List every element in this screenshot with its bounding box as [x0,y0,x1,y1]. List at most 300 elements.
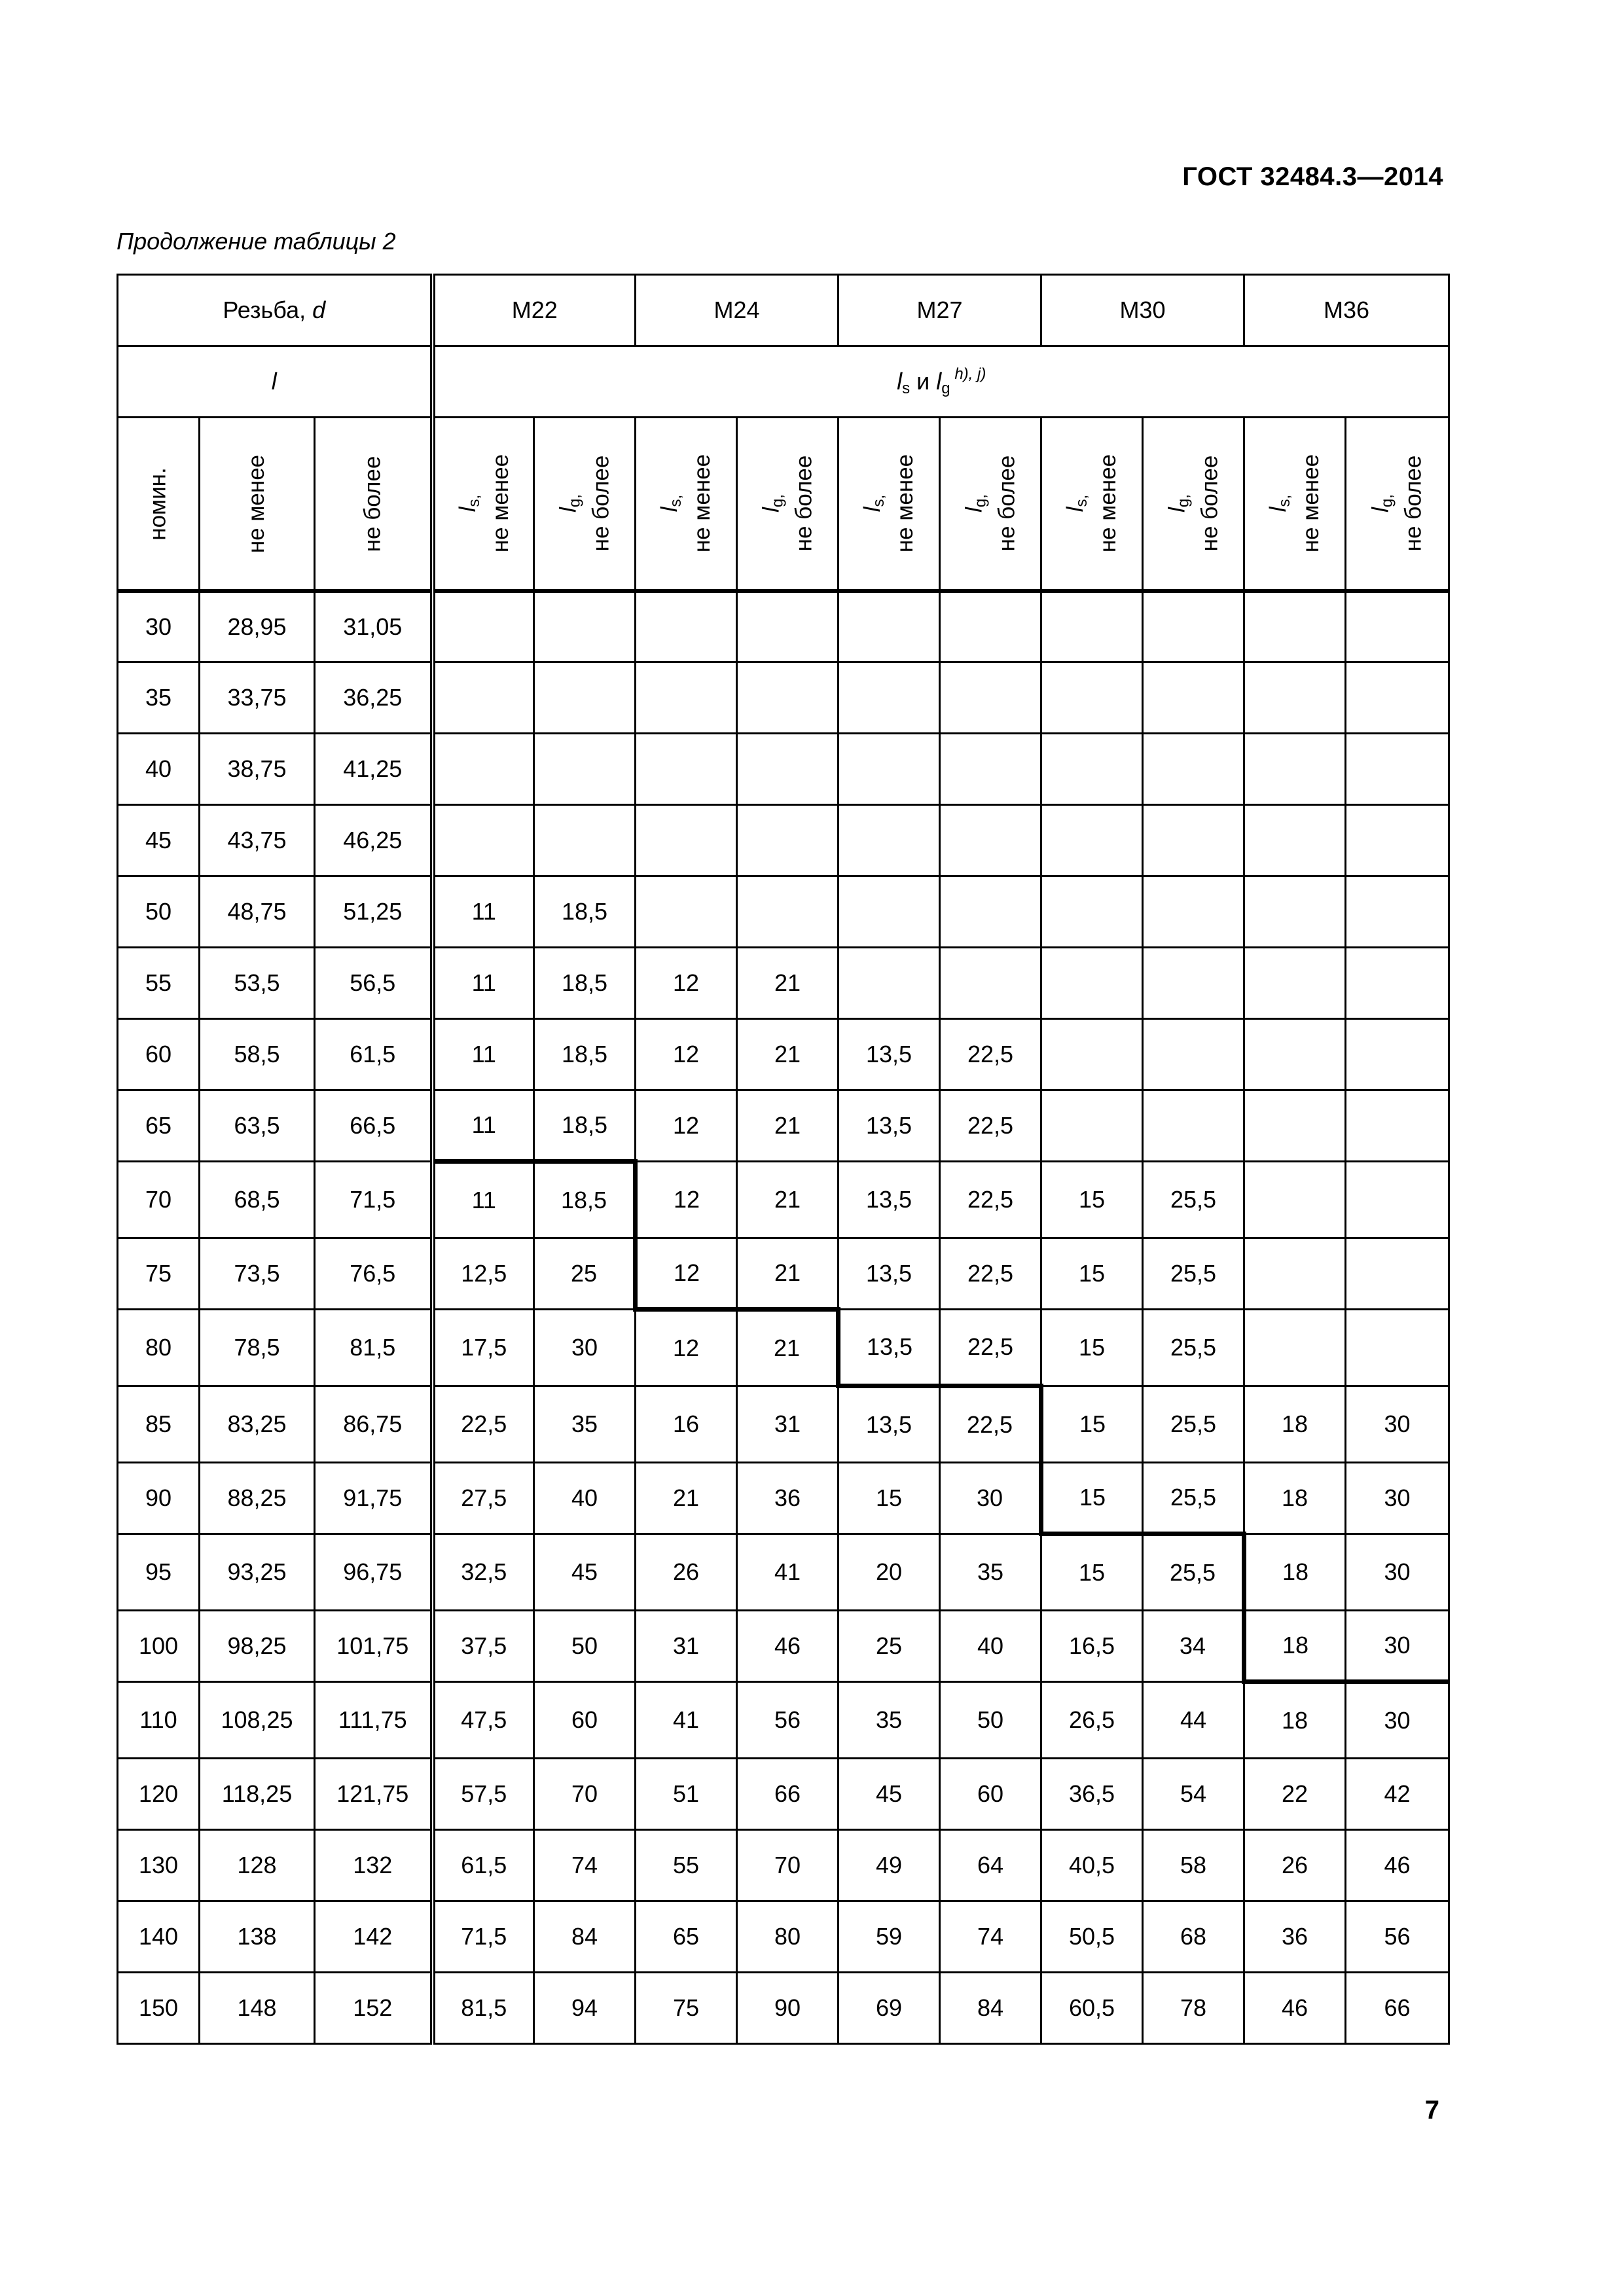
table-cell: 11 [433,876,534,948]
table-cell [1346,1310,1449,1386]
table-cell: 50 [940,1682,1041,1759]
table-cell: 60 [940,1759,1041,1830]
table-cell: 28,95 [200,591,315,662]
table-cell [1143,734,1244,805]
table-cell [534,734,636,805]
table-cell [433,662,534,734]
table-cell: 38,75 [200,734,315,805]
table-cell: 25,5 [1143,1534,1244,1611]
thread-m27: M27 [839,275,1041,346]
table-cell: 57,5 [433,1759,534,1830]
table-cell: 30 [118,591,200,662]
table-cell [1244,948,1346,1019]
table-cell: 27,5 [433,1463,534,1534]
table-cell: 41 [737,1534,839,1611]
table-cell [534,662,636,734]
table-row [118,591,1449,662]
table-cell: 150 [118,1973,200,2044]
table-cell: 12 [636,1238,737,1310]
table-cell: 30 [1346,1463,1449,1534]
table-cell: 36 [1244,1901,1346,1973]
table-cell: 81,5 [433,1973,534,2044]
table-cell: 35 [534,1386,636,1463]
table-cell: 21 [636,1463,737,1534]
table-row [118,876,1449,948]
table-cell: 44 [1143,1682,1244,1759]
table-cell [1244,662,1346,734]
table-cell: 75 [118,1238,200,1310]
table-cell [636,734,737,805]
table-cell: 15 [839,1463,940,1534]
table-cell: 40 [940,1611,1041,1682]
table-cell [1143,805,1244,876]
table-cell: 90 [118,1463,200,1534]
table-cell: 51 [636,1759,737,1830]
table-cell: 45 [534,1534,636,1611]
table-cell [636,662,737,734]
table-cell: 61,5 [433,1830,534,1901]
thread-label: Резьба, d [223,296,326,323]
table-cell: 142 [315,1901,433,1973]
table-cell: 120 [118,1759,200,1830]
table-cell: 15 [1041,1238,1143,1310]
table-cell: 25,5 [1143,1162,1244,1238]
table-cell: 50 [118,876,200,948]
sub-ls: $l_{s,}$ не менее [839,418,940,591]
sub-ls: $l_{s,}$ не менее [636,418,737,591]
table-cell: 15 [1041,1310,1143,1386]
table-cell: 21 [737,1310,839,1386]
table-cell: 148 [200,1973,315,2044]
table-cell [1346,734,1449,805]
table-cell: 35 [118,662,200,734]
table-cell [839,591,940,662]
table-cell [1346,591,1449,662]
table-cell: 49 [839,1830,940,1901]
thread-label-cell [118,275,433,346]
table-cell: 50,5 [1041,1901,1143,1973]
table-cell: 18 [1244,1611,1346,1682]
table-cell: 110 [118,1682,200,1759]
table-row [118,1611,1449,1682]
table-cell: 65 [118,1090,200,1162]
table-cell: 118,25 [200,1759,315,1830]
table-cell: 53,5 [200,948,315,1019]
sub-ls: $l_{s,}$ не менее [1244,418,1346,591]
table-cell: 22,5 [433,1386,534,1463]
table-row [118,1901,1449,1973]
table-cell: 18,5 [534,1019,636,1090]
table-cell [1143,662,1244,734]
table-cell: 80 [118,1310,200,1386]
table-cell: 78,5 [200,1310,315,1386]
table-cell: 101,75 [315,1611,433,1682]
table-cell [1346,1238,1449,1310]
table-cell: 50 [534,1611,636,1682]
table-cell: 59 [839,1901,940,1973]
table-cell [1346,1090,1449,1162]
table-cell: 30 [940,1463,1041,1534]
table-row [118,1090,1449,1162]
table-cell [940,734,1041,805]
table-cell [839,948,940,1019]
table-cell: 95 [118,1534,200,1611]
table-row [118,1386,1449,1463]
table-cell [737,662,839,734]
table-row [118,1019,1449,1090]
table-cell [636,805,737,876]
table-row [118,1682,1449,1759]
table-cell [433,591,534,662]
table-cell [1041,948,1143,1019]
table-cell: 70 [737,1830,839,1901]
table-cell: 46 [1346,1830,1449,1901]
table-cell: 78 [1143,1973,1244,2044]
sub-lg: $l_{g,}$ не более [534,418,636,591]
table-cell [1041,662,1143,734]
table-cell: 22,5 [940,1162,1041,1238]
table-cell [1143,591,1244,662]
document-id: ГОСТ 32484.3—2014 [1182,162,1443,191]
table-row [118,1973,1449,2044]
table-cell: 63,5 [200,1090,315,1162]
table-cell [1143,1090,1244,1162]
table-cell: 18 [1244,1386,1346,1463]
table-cell: 138 [200,1901,315,1973]
table-cell [1346,1019,1449,1090]
table-cell [1041,734,1143,805]
thread-m24: M24 [636,275,839,346]
table-row [118,1830,1449,1901]
table-cell: 17,5 [433,1310,534,1386]
table-cell: 55 [636,1830,737,1901]
table-row [118,662,1449,734]
table-cell: 15 [1041,1534,1143,1611]
table-cell: 94 [534,1973,636,2044]
table-cell: 96,75 [315,1534,433,1611]
table-cell: 130 [118,1830,200,1901]
table-cell: 25 [839,1611,940,1682]
table-cell: 18 [1244,1682,1346,1759]
table-cell: 25,5 [1143,1386,1244,1463]
table-cell: 11 [433,1090,534,1162]
table-cell: 37,5 [433,1611,534,1682]
table-cell [1244,1019,1346,1090]
table-cell [1143,876,1244,948]
table-cell: 18 [1244,1534,1346,1611]
table-cell [839,876,940,948]
table-cell [1041,876,1143,948]
dimensions-table [117,274,1450,2045]
table-cell [1041,1090,1143,1162]
table-cell: 70 [118,1162,200,1238]
table-cell: 26 [1244,1830,1346,1901]
table-caption: Продолжение таблицы 2 [117,228,396,255]
table-cell: 18,5 [534,948,636,1019]
table-cell [737,805,839,876]
table-cell: 55 [118,948,200,1019]
table-cell [1244,805,1346,876]
table-cell: 21 [737,1238,839,1310]
table-row [118,734,1449,805]
table-cell: 13,5 [839,1310,940,1386]
table-row [118,948,1449,1019]
table-cell: 111,75 [315,1682,433,1759]
table-cell: 60 [118,1019,200,1090]
table-cell: 93,25 [200,1534,315,1611]
table-cell: 21 [737,1019,839,1090]
table-cell: 80 [737,1901,839,1973]
table-cell: 25,5 [1143,1463,1244,1534]
table-cell: 41 [636,1682,737,1759]
table-cell: 132 [315,1830,433,1901]
table-cell: 36 [737,1463,839,1534]
table-cell [1244,734,1346,805]
thread-m30: M30 [1041,275,1244,346]
table-cell: 12,5 [433,1238,534,1310]
table-cell: 75 [636,1973,737,2044]
thread-m22: M22 [433,275,636,346]
table-cell: 85 [118,1386,200,1463]
table-cell: 31 [737,1386,839,1463]
table-cell [737,591,839,662]
table-cell: 30 [1346,1386,1449,1463]
table-cell: 71,5 [315,1162,433,1238]
table-cell: 86,75 [315,1386,433,1463]
table-cell: 46 [737,1611,839,1682]
sub-nomin: номин. [118,418,200,591]
table-cell: 128 [200,1830,315,1901]
table-cell: 40,5 [1041,1830,1143,1901]
table-cell: 18,5 [534,1090,636,1162]
table-cell: 46 [1244,1973,1346,2044]
table-row [118,1759,1449,1830]
table-cell: 58 [1143,1830,1244,1901]
table-cell [940,662,1041,734]
table-cell: 13,5 [839,1019,940,1090]
table-cell: 26,5 [1041,1682,1143,1759]
table-cell: 21 [737,1162,839,1238]
table-cell [1346,805,1449,876]
table-cell [940,805,1041,876]
header-row-threads [118,275,1449,346]
header-row-subcolumns [118,418,1449,591]
ls-lg-label: $l_s$ и $l_g$ $^{h), j)}$ [433,346,1449,418]
table-cell [940,948,1041,1019]
table-cell: 26 [636,1534,737,1611]
table-cell: 34 [1143,1611,1244,1682]
table-cell: 58,5 [200,1019,315,1090]
table-cell: 91,75 [315,1463,433,1534]
thread-m36: M36 [1244,275,1449,346]
sub-ls: $l_{s,}$ не менее [433,418,534,591]
table-cell: 40 [118,734,200,805]
table-row [118,1534,1449,1611]
table-cell: 18 [1244,1463,1346,1534]
table-cell: 66 [737,1759,839,1830]
table-cell: 36,25 [315,662,433,734]
table-cell: 65 [636,1901,737,1973]
table-cell: 12 [636,1019,737,1090]
table-cell [839,734,940,805]
table-cell: 60 [534,1682,636,1759]
table-cell: 68,5 [200,1162,315,1238]
sub-ne-menee: не менее [200,418,315,591]
table-cell: 11 [433,1019,534,1090]
table-cell [1346,662,1449,734]
table-cell [1041,1019,1143,1090]
table-cell: 33,75 [200,662,315,734]
table-cell: 47,5 [433,1682,534,1759]
table-cell: 43,75 [200,805,315,876]
table-cell: 22 [1244,1759,1346,1830]
table-cell [1244,591,1346,662]
table-cell: 21 [737,948,839,1019]
table-cell: 66,5 [315,1090,433,1162]
table-cell: 11 [433,1162,534,1238]
table-cell: 25,5 [1143,1238,1244,1310]
table-cell: 51,25 [315,876,433,948]
table-cell [1041,591,1143,662]
table-cell: 88,25 [200,1463,315,1534]
table-cell [1244,1162,1346,1238]
table-row [118,1310,1449,1386]
table-cell: 13,5 [839,1386,940,1463]
table-cell: 90 [737,1973,839,2044]
table-cell: 31,05 [315,591,433,662]
table-cell: 32,5 [433,1534,534,1611]
table-cell: 42 [1346,1759,1449,1830]
table-cell [1346,1162,1449,1238]
table-cell: 84 [534,1901,636,1973]
table-cell: 68 [1143,1901,1244,1973]
table-cell [839,662,940,734]
table-cell: 36,5 [1041,1759,1143,1830]
table-cell: 18,5 [534,1162,636,1238]
table-cell: 76,5 [315,1238,433,1310]
table-cell: 74 [534,1830,636,1901]
table-cell: 35 [839,1682,940,1759]
table-cell: 83,25 [200,1386,315,1463]
table-cell: 20 [839,1534,940,1611]
table-cell: 108,25 [200,1682,315,1759]
table-cell: 61,5 [315,1019,433,1090]
table-cell: 13,5 [839,1238,940,1310]
table-cell: 73,5 [200,1238,315,1310]
sub-lg: $l_{g,}$ не более [940,418,1041,591]
table-cell: 25,5 [1143,1310,1244,1386]
table-cell [636,591,737,662]
table-cell [1346,948,1449,1019]
table-cell: 140 [118,1901,200,1973]
table-cell [534,591,636,662]
table-cell: 22,5 [940,1090,1041,1162]
table-cell: 45 [839,1759,940,1830]
table-cell: 22,5 [940,1386,1041,1463]
table-cell: 31 [636,1611,737,1682]
table-cell: 60,5 [1041,1973,1143,2044]
table-cell: 30 [534,1310,636,1386]
table-cell: 13,5 [839,1162,940,1238]
table-cell: 30 [1346,1682,1449,1759]
table-cell: 25 [534,1238,636,1310]
table-cell [839,805,940,876]
table-cell: 45 [118,805,200,876]
table-cell: 22,5 [940,1310,1041,1386]
table-cell: 56,5 [315,948,433,1019]
sub-lg: $l_{g,}$ не более [1143,418,1244,591]
table-cell: 48,75 [200,876,315,948]
table-cell [1244,1238,1346,1310]
table-cell [940,876,1041,948]
table-cell: 74 [940,1901,1041,1973]
table-cell: 54 [1143,1759,1244,1830]
table-row [118,1162,1449,1238]
table-cell: 11 [433,948,534,1019]
sub-lg: $l_{g,}$ не более [737,418,839,591]
table-cell [1143,1019,1244,1090]
table-cell: 18,5 [534,876,636,948]
table-cell: 12 [636,1162,737,1238]
table-cell: 100 [118,1611,200,1682]
table-row [118,805,1449,876]
sub-ls: $l_{s,}$ не менее [1041,418,1143,591]
table-cell [1244,1310,1346,1386]
page-number: 7 [1424,2096,1439,2125]
table-row [118,1463,1449,1534]
table-cell: 70 [534,1759,636,1830]
table-cell: 56 [1346,1901,1449,1973]
table-cell: 12 [636,948,737,1019]
table-cell: 98,25 [200,1611,315,1682]
table-cell: 16 [636,1386,737,1463]
table-cell [737,876,839,948]
table-cell [433,734,534,805]
table-cell: 64 [940,1830,1041,1901]
table-cell: 21 [737,1090,839,1162]
table-cell: 22,5 [940,1019,1041,1090]
table-cell [1244,876,1346,948]
table-cell [940,591,1041,662]
table-cell: 66 [1346,1973,1449,2044]
table-cell: 41,25 [315,734,433,805]
table-cell: 22,5 [940,1238,1041,1310]
table-cell: 15 [1041,1162,1143,1238]
table-cell [1041,805,1143,876]
table-cell: 84 [940,1973,1041,2044]
table-cell: 56 [737,1682,839,1759]
table-cell: 69 [839,1973,940,2044]
header-row-lengths [118,346,1449,418]
table-cell: 30 [1346,1611,1449,1682]
table-cell [1143,948,1244,1019]
table-cell: 81,5 [315,1310,433,1386]
sub-ne-bolee: не более [315,418,433,591]
table-cell: 15 [1041,1386,1143,1463]
table-body [118,591,1449,2044]
table-cell: 30 [1346,1534,1449,1611]
table-cell [636,876,737,948]
table-cell [1346,876,1449,948]
table-cell: 35 [940,1534,1041,1611]
table-cell: 152 [315,1973,433,2044]
table-cell [1244,1090,1346,1162]
table-cell: 16,5 [1041,1611,1143,1682]
table-cell: 12 [636,1310,737,1386]
table-cell: 46,25 [315,805,433,876]
table-cell [433,805,534,876]
sub-lg: $l_{g,}$ не более [1346,418,1449,591]
